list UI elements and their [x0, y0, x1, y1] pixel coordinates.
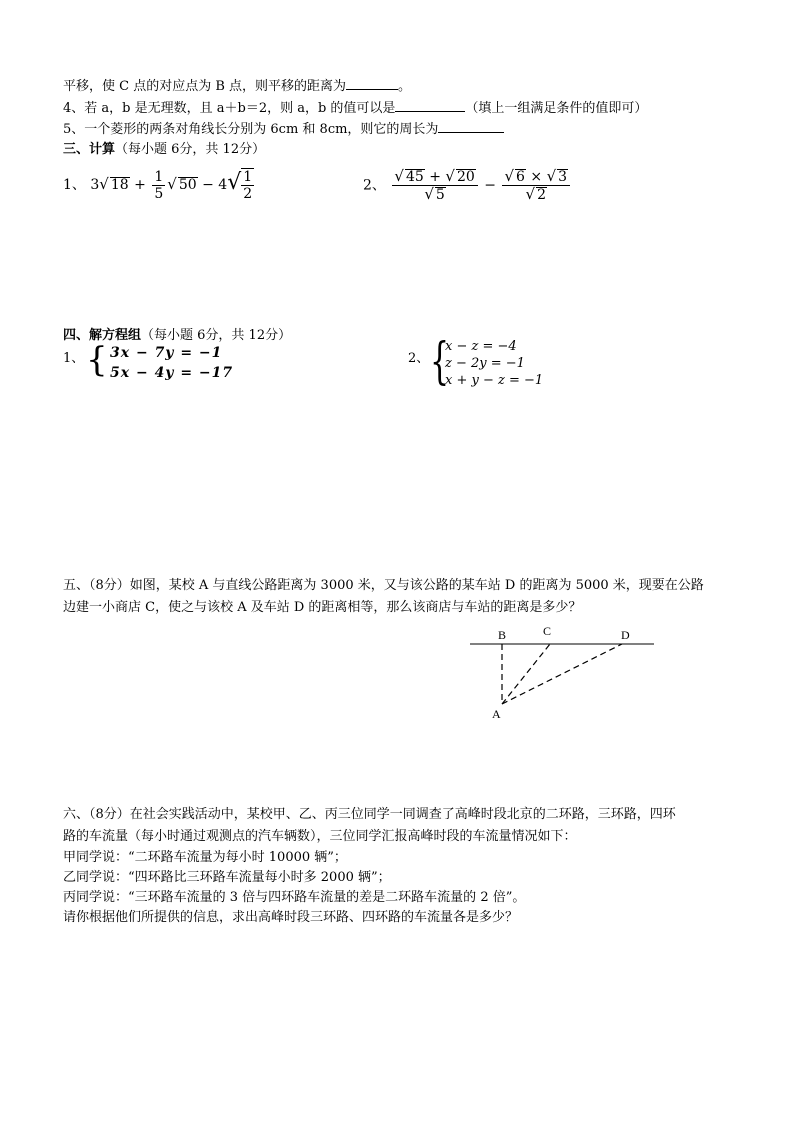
radical-sign-icon: √ — [525, 185, 536, 203]
segment-ac — [502, 644, 550, 704]
fraction — [392, 168, 477, 203]
radicand: 18 — [110, 177, 129, 193]
denominator — [422, 186, 447, 203]
geometry-figure — [460, 622, 665, 722]
calc-problem-1 — [63, 168, 256, 202]
equation: 3x − 7y = −1 — [110, 345, 223, 361]
radical-sign-icon: √ — [167, 175, 177, 193]
section-title: 四、解方程组 — [63, 328, 142, 343]
question-4 — [63, 99, 647, 118]
radical-sign-icon: √ — [424, 185, 434, 203]
coefficient: 3 — [90, 177, 100, 193]
operator: + — [429, 169, 441, 185]
question-6-text-line-2: 路的车流量（每小时通过观测点的汽车辆数），三位同学汇报高峰时段的车流量情况如下： — [63, 829, 577, 844]
radicand: 20 — [456, 169, 475, 185]
radicand: 50 — [178, 177, 197, 193]
question-6-text-line-6: 请你根据他们所提供的信息，求出高峰时段三环路、四环路的车流量各是多少？ — [63, 910, 519, 925]
numerator — [502, 168, 570, 186]
radicand: 3 — [558, 169, 568, 185]
operator: × — [530, 169, 543, 185]
question-6-text-line-3: 甲同学说：“二环路车流量为每小时 10000 辆”； — [63, 850, 347, 865]
question-text: （填上一组满足条件的值即可） — [465, 101, 648, 116]
question-6-text-line-1: 六、（8分）在社会实践活动中，某校甲、乙、丙三位同学一同调查了高峰时段北京的二环路，三环路，四环 — [63, 807, 676, 822]
point-label-a: A — [492, 707, 501, 721]
question-text: 。 — [398, 79, 412, 94]
equation: x + y − z = −1 — [445, 373, 544, 388]
problem-label: 1、 — [63, 351, 85, 366]
fraction — [241, 168, 254, 202]
question-5-text-line-2: 边建一小商店 C，使之与该校 A 及车站 D 的距离相等，那么该商店与车站的距离是多少？ — [63, 600, 582, 615]
radical-sign-icon: √ — [504, 167, 514, 185]
question-6-text-line-5: 丙同学说：“三环路车流量的 3 倍与四环路车流量的差是二环路车流量的 2 倍”。 — [63, 890, 526, 905]
operator: − — [202, 177, 214, 193]
question-6-text-line-4: 乙同学说：“四环路比三环路车流量每小时多 2000 辆”； — [63, 870, 391, 885]
point-label-b: B — [498, 628, 507, 642]
answer-blank — [438, 120, 504, 133]
point-label-c: C — [543, 624, 552, 638]
radical-sign-icon: √ — [394, 167, 404, 185]
radicand: 5 — [435, 187, 445, 203]
equation-lines — [445, 338, 543, 389]
question-text: 4、若 a，b 是无理数，且 a＋b＝2，则 a，b 的值可以是 — [63, 101, 396, 116]
answer-blank — [395, 99, 465, 112]
fraction — [502, 168, 570, 203]
denominator: 5 — [154, 185, 164, 202]
problem-label: 2、 — [408, 351, 430, 366]
equation: x − z = −4 — [445, 339, 517, 354]
radical-sign-icon: √ — [227, 170, 242, 195]
question-5-text-line-1: 五、（8分）如图，某校 A 与直线公路距离为 3000 米，又与该公路的某车站 D 的距离为 5000 米，现要在公路 — [63, 578, 704, 593]
numerator: 1 — [154, 168, 164, 185]
point-label-d: D — [621, 628, 630, 642]
radicand: 45 — [405, 169, 424, 185]
equation: z − 2y = −1 — [445, 356, 525, 371]
radicand: 2 — [537, 187, 546, 203]
radical-sign-icon: √ — [546, 167, 557, 185]
calc-problem-2 — [363, 168, 572, 203]
left-brace-icon: { — [86, 340, 108, 380]
radical-sign-icon: √ — [445, 167, 455, 185]
denominator — [524, 186, 549, 203]
section-3-heading — [63, 141, 265, 159]
numerator: 1 — [243, 169, 253, 185]
equation-lines — [110, 343, 233, 383]
problem-label: 2、 — [363, 177, 386, 194]
fraction — [152, 169, 165, 202]
problem-label: 1、 — [63, 177, 86, 193]
left-brace-icon: { — [430, 332, 450, 390]
question-5 — [63, 120, 504, 139]
answer-blank — [346, 77, 398, 90]
question-text: 平移，使 C 点的对应点为 B 点，则平移的距离为 — [63, 79, 347, 94]
radical-sign-icon: √ — [99, 175, 109, 193]
numerator — [392, 168, 477, 186]
segment-ad — [502, 644, 622, 704]
coefficient: 4 — [218, 177, 228, 193]
operator: − — [484, 177, 496, 194]
section-title: 三、计算 — [63, 142, 116, 157]
continued-question-line — [63, 77, 411, 96]
radicand: 6 — [516, 169, 525, 185]
equation: 5x − 4y = −17 — [110, 365, 234, 381]
question-text: 5、一个菱形的两条对角线长分别为 6cm 和 8cm，则它的周长为 — [63, 122, 439, 137]
denominator: 2 — [243, 186, 253, 202]
section-note: （每小题 6分，共 12分） — [141, 328, 292, 343]
operator: + — [134, 177, 146, 193]
section-note: （每小题 6分，共 12分） — [115, 142, 266, 157]
